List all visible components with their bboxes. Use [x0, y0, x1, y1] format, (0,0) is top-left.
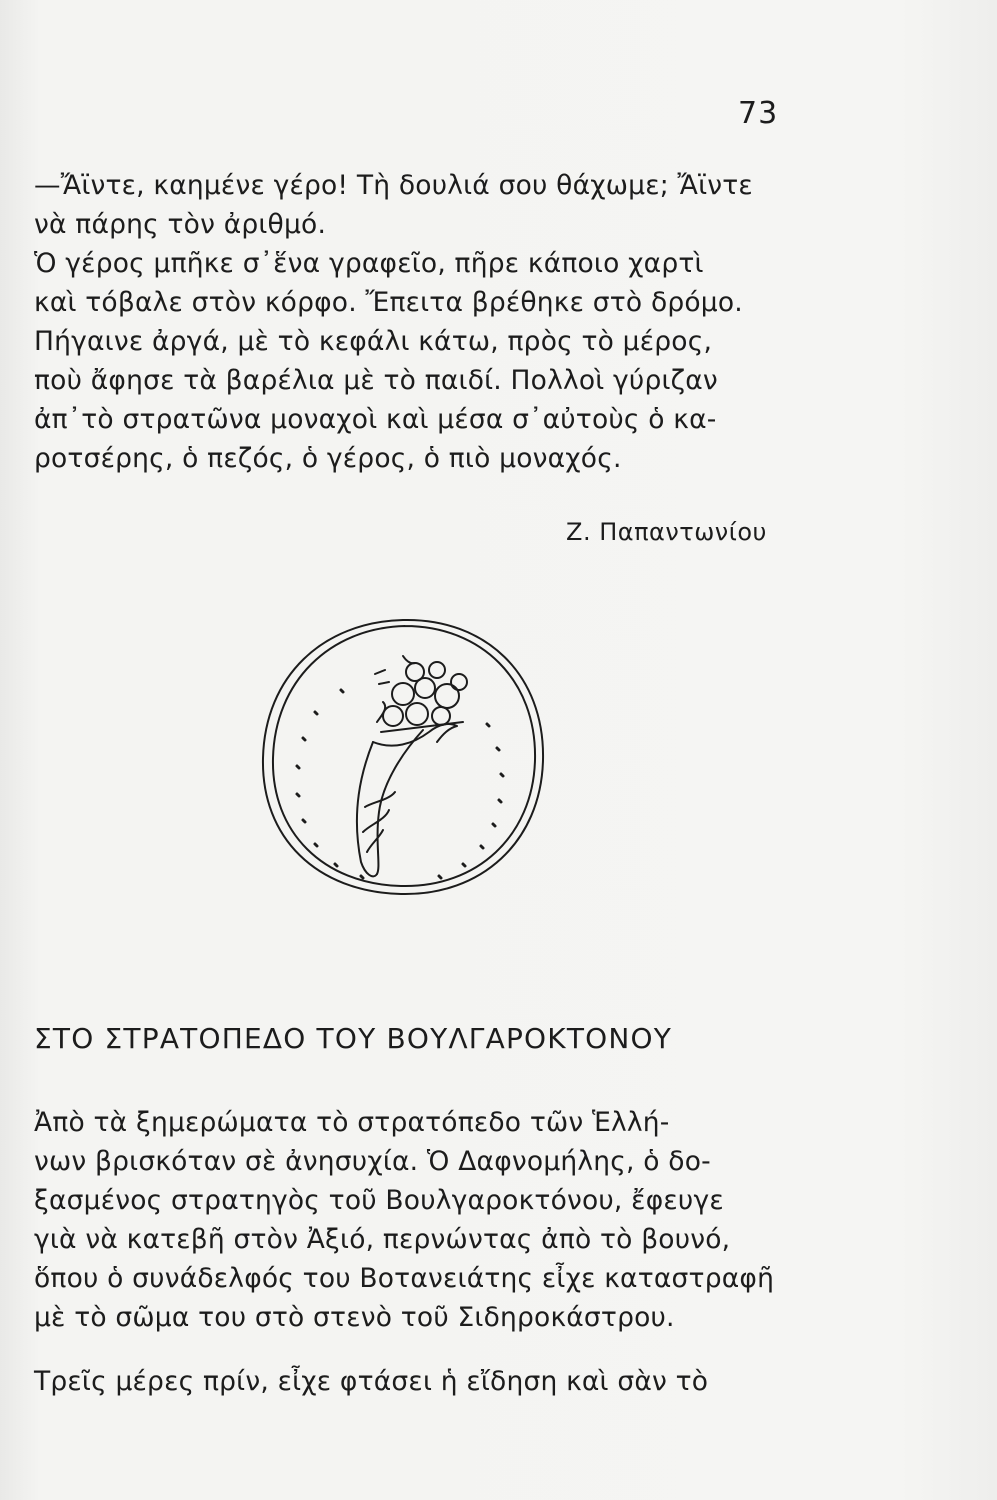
text-line: Πήγαινε ἀργά, μὲ τὸ κεφάλι κάτω, πρὸς τὸ μέρος, — [34, 326, 713, 357]
section-heading: ΣΤΟ ΣΤΡΑΤΟΠΕΔΟ ΤΟΥ ΒΟΥΛΓΑΡΟΚΤΟΝΟΥ — [34, 1022, 673, 1055]
text-line: ροτσέρης, ὁ πεζός, ὁ γέρος, ὁ πιὸ μοναχός. — [34, 443, 622, 474]
cornucopia-icon — [253, 612, 553, 902]
page-number: 73 — [738, 96, 779, 131]
text-line: Ἀπὸ τὰ ξημερώματα τὸ στρατόπεδο τῶν Ἑλλή- — [34, 1107, 670, 1138]
text-line: Τρεῖς μέρες πρίν, εἶχε φτάσει ἡ εἴδηση καὶ σὰν τὸ — [34, 1366, 709, 1397]
passage-end — [34, 166, 824, 478]
text-line: —Ἄϊντε, καημένε γέρο! Τὴ δουλιά σου θάχωμε; Ἄϊντε — [34, 170, 753, 201]
text-line: ξασμένος στρατηγὸς τοῦ Βουλγαροκτόνου, ἔφευγε — [34, 1185, 724, 1216]
section-paragraph-1 — [34, 1103, 824, 1337]
author-signature: Ζ. Παπαντωνίου — [566, 518, 767, 546]
text-line: μὲ τὸ σῶμα του στὸ στενὸ τοῦ Σιδηροκάστρου. — [34, 1302, 675, 1333]
section-paragraph-2 — [34, 1362, 824, 1401]
text-line: Ὁ γέρος μπῆκε σ᾿ἕνα γραφεῖο, πῆρε κάποιο χαρτὶ — [34, 248, 704, 279]
text-line: καὶ τόβαλε στὸν κόρφο. Ἔπειτα βρέθηκε στὸ δρόμο. — [34, 287, 743, 318]
text-line: ὅπου ὁ συνάδελφός του Βοτανειάτης εἶχε καταστραφῆ — [34, 1263, 775, 1294]
text-line: ἀπ᾿τὸ στρατῶνα μοναχοὶ καὶ μέσα σ᾿αὐτοὺς ὁ κα- — [34, 404, 717, 435]
text-line: ποὺ ἄφησε τὰ βαρέλια μὲ τὸ παιδί. Πολλοὶ γύριζαν — [34, 365, 718, 396]
text-line: γιὰ νὰ κατεβῆ στὸν Ἀξιό, περνώντας ἀπὸ τὸ βουνό, — [34, 1224, 731, 1255]
text-line: νὰ πάρης τὸν ἀριθμό. — [34, 209, 327, 240]
text-line: νων βρισκόταν σὲ ἀνησυχία. Ὁ Δαφνομήλης, ὁ δο- — [34, 1146, 711, 1177]
